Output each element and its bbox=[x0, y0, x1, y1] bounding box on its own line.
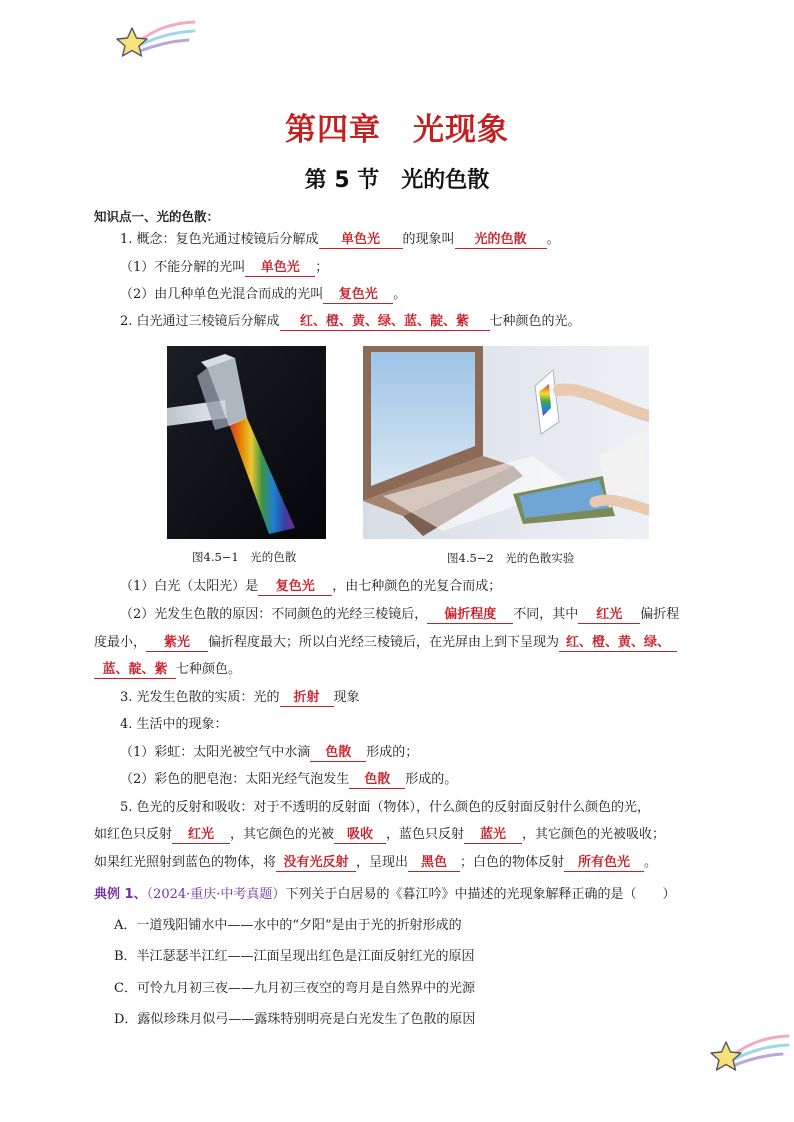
answer-blank: 色散 bbox=[310, 745, 366, 762]
text-line: 5. 色光的反射和吸收：对于不透明的反射面（物体），什么颜色的反射面反射什么颜色的光， bbox=[120, 800, 651, 815]
option-b: B．半江瑟瑟半江红——江面呈现出红色是江面反射红光的原因 bbox=[114, 949, 475, 964]
answer-blank: 复色光 bbox=[258, 579, 332, 596]
example-question: 典例 1、（2024·重庆·中考真题）下列关于白居易的《暮江吟》中描述的光现象解释正确的是（ ） bbox=[94, 887, 676, 902]
text-line: 度最小， 紫光 偏折程度最大；所以白光经三棱镜后，在光屏由上到下呈现为 红、橙、黄、绿、 bbox=[94, 634, 677, 652]
shooting-star-icon bbox=[706, 1030, 792, 1076]
concept-line: 1. 概念：复色光通过棱镜后分解成 单色光 的现象叫 光的色散 。 bbox=[120, 232, 560, 247]
answer-blank: 没有光反射 bbox=[276, 855, 356, 872]
item-line: （2）由几种单色光混合而成的光叫 复色光 。 bbox=[120, 287, 407, 302]
answer-blank: 单色光 bbox=[245, 260, 315, 277]
example-label: 典例 1、 bbox=[94, 887, 147, 902]
text-line: （2）光发生色散的原因：不同颜色的光经三棱镜后， 偏折程度 不同，其中 红光 偏折程 bbox=[120, 607, 680, 622]
text-line: （1）白光（太阳光）是 复色光 ，由七种颜色的光复合而成； bbox=[120, 579, 502, 594]
prism-dispersion-photo bbox=[167, 346, 326, 539]
answer-blank: 红、橙、黄、绿、蓝、靛、紫 bbox=[280, 314, 490, 331]
section-title: 第 5 节 光的色散 bbox=[304, 168, 490, 193]
option-c: C．可怜九月初三夜——九月初三夜空的弯月是自然界中的光源 bbox=[114, 981, 475, 996]
answer-blank: 色散 bbox=[349, 772, 405, 789]
answer-blank: 复色光 bbox=[323, 287, 393, 304]
answer-blank: 蓝光 bbox=[464, 827, 522, 844]
answer-blank: 单色光 bbox=[319, 232, 403, 249]
answer-blank: 红、橙、黄、绿、 bbox=[559, 635, 677, 652]
text-line: 4. 生活中的现象： bbox=[120, 717, 228, 732]
answer-blank: 吸收 bbox=[334, 827, 386, 844]
figure-caption: 图4.5−2 光的色散实验 bbox=[447, 551, 575, 565]
answer-blank: 折射 bbox=[280, 690, 334, 707]
answer-blank: 红光 bbox=[172, 827, 230, 844]
text-line: 如果红光照射到蓝色的物体，将 没有光反射 ，呈现出 黑色 ；白色的物体反射 所有色光 。 bbox=[94, 855, 658, 870]
answer-blank: 黑色 bbox=[408, 855, 460, 872]
text-line: 蓝、靛、紫 七种颜色。 bbox=[94, 661, 241, 679]
item-line: （1）不能分解的光叫 单色光 ； bbox=[120, 260, 329, 275]
shooting-star-icon bbox=[108, 18, 198, 62]
text-line: 如红色只反射 红光 ，其它颜色的光被 吸收 ，蓝色只反射 蓝光 ，其它颜色的光被吸收； bbox=[94, 827, 666, 842]
option-d: D．露似珍珠月似弓——露珠特别明亮是白光发生了色散的原因 bbox=[114, 1012, 476, 1027]
point-line: 2. 白光通过三棱镜后分解成 红、橙、黄、绿、蓝、靛、紫 七种颜色的光。 bbox=[120, 314, 581, 329]
answer-blank: 偏折程度 bbox=[427, 607, 513, 624]
answer-blank: 光的色散 bbox=[455, 232, 547, 249]
answer-blank: 所有色光 bbox=[564, 855, 644, 872]
option-a: A．一道残阳铺水中——水中的“夕阳”是由于光的折射形成的 bbox=[114, 918, 462, 933]
example-source: （2024·重庆·中考真题） bbox=[146, 887, 286, 902]
text-line: （2）彩色的肥皂泡：太阳光经气泡发生 色散 形成的。 bbox=[120, 772, 458, 787]
dispersion-experiment-photo bbox=[363, 346, 649, 539]
text-line: 3. 光发生色散的实质：光的 折射 现象 bbox=[120, 690, 360, 705]
text-line: （1）彩虹：太阳光被空气中水滴 色散 形成的； bbox=[120, 745, 419, 760]
answer-blank: 红光 bbox=[578, 607, 640, 624]
chapter-title: 第四章 光现象 bbox=[285, 112, 509, 148]
answer-blank: 紫光 bbox=[146, 635, 208, 652]
answer-blank: 蓝、靛、紫 bbox=[94, 662, 176, 679]
figure-caption: 图4.5−1 光的色散 bbox=[192, 550, 297, 564]
knowledge-heading: 知识点一、光的色散： bbox=[94, 209, 220, 224]
